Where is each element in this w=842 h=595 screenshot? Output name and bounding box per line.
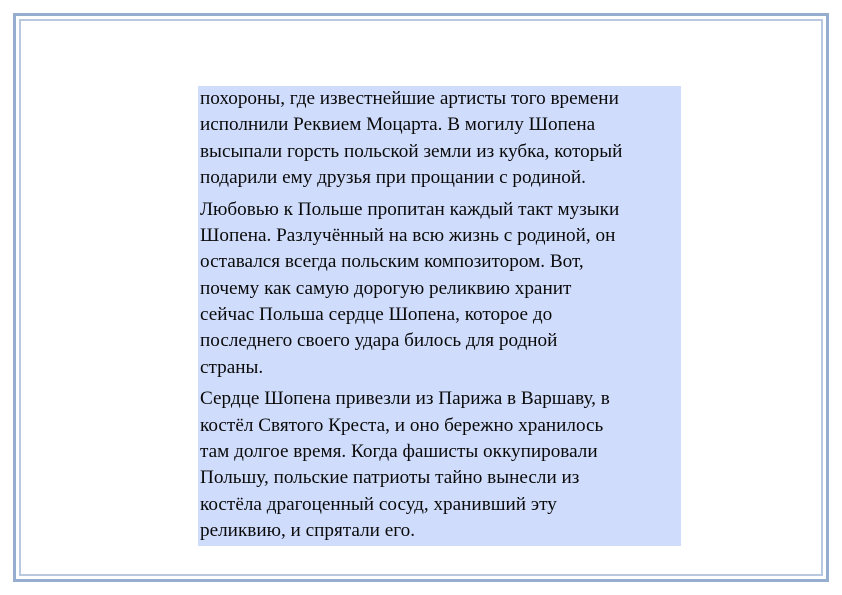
paragraph-3 [200,386,681,544]
text-line: страны. [200,356,264,378]
text-line: почему как самую дорогую реликвию хранит [200,277,572,299]
text-line: костёл Святого Креста, и оно бережно хранилось [200,414,604,436]
text-line: сейчас Польша сердце Шопена, которое до [200,303,553,325]
text-line: похороны, где известнейшие артисты того времени [200,88,619,109]
text-line: Любовью к Польше пропитан каждый такт музыки [200,198,620,220]
text-line: исполнили Реквием Моцарта. В могилу Шопена [200,114,596,136]
paragraph-2 [200,197,681,381]
text-line: оставался всегда польским композитором. Вот, [200,251,584,273]
text-line: реликвию, и спрятали его. [200,519,416,541]
text-line: высыпали горсть польской земли из кубка, который [200,140,623,162]
text-line: костёла драгоценный сосуд, хранивший эту [200,493,557,515]
paragraph-1 [200,86,681,191]
text-line: подарили ему друзья при прощании с родиной. [200,166,586,188]
text-line: Польшу, польские патриоты тайно вынесли из [200,467,580,489]
text-body [198,86,681,546]
text-line: Шопена. Разлучённый на всю жизнь с родиной, он [200,225,616,247]
text-line: последнего своего удара билось для родной [200,330,558,352]
text-line: там долгое время. Когда фашисты оккупировали [200,441,598,463]
text-line: Сердце Шопена привезли из Парижа в Варшаву, в [200,388,610,410]
